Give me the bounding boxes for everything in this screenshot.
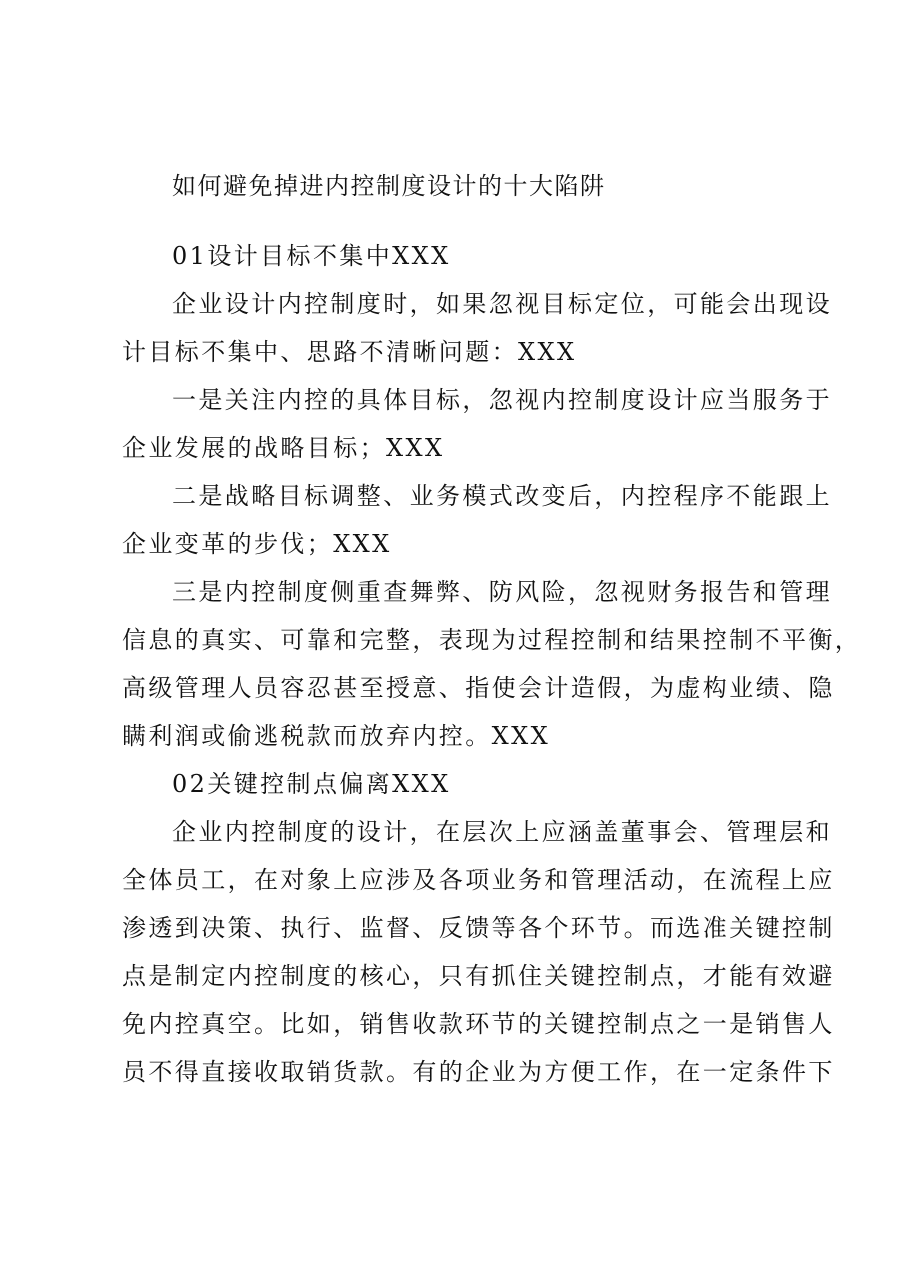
document-title: 如何避免掉进内控制度设计的十大陷阱 xyxy=(172,172,606,200)
section-heading-01: 01设计目标不集中XXX xyxy=(172,242,451,270)
paragraph-line: 瞒利润或偷逃税款而放弃内控。XXX xyxy=(122,722,551,750)
paragraph-line: 渗透到决策、执行、监督、反馈等各个环节。而选准关键控制 xyxy=(122,914,835,942)
paragraph-line: 点是制定内控制度的核心，只有抓住关键控制点，才能有效避 xyxy=(122,962,835,990)
paragraph-line: 全体员工，在对象上应涉及各项业务和管理活动，在流程上应 xyxy=(122,866,835,894)
paragraph-line: 三是内控制度侧重查舞弊、防风险，忽视财务报告和管理 xyxy=(172,578,832,606)
paragraph-line: 免内控真空。比如，销售收款环节的关键控制点之一是销售人 xyxy=(122,1010,835,1038)
paragraph-line: 企业变革的步伐；XXX xyxy=(122,530,392,558)
paragraph-line: 员不得直接收取销货款。有的企业为方便工作，在一定条件下 xyxy=(122,1058,835,1086)
paragraph-line: 一是关注内控的具体目标，忽视内控制度设计应当服务于 xyxy=(172,386,832,414)
paragraph-line: 企业发展的战略目标；XXX xyxy=(122,434,445,462)
paragraph-line: 高级管理人员容忍甚至授意、指使会计造假，为虚构业绩、隐 xyxy=(122,674,835,702)
paragraph-line: 计目标不集中、思路不清晰问题：XXX xyxy=(122,338,577,366)
paragraph-line: 二是战略目标调整、业务模式改变后，内控程序不能跟上 xyxy=(172,482,832,510)
paragraph-line: 信息的真实、可靠和完整，表现为过程控制和结果控制不平衡， xyxy=(122,626,862,654)
paragraph-line: 企业设计内控制度时，如果忽视目标定位，可能会出现设 xyxy=(172,290,832,318)
section-heading-02: 02关键控制点偏离XXX xyxy=(172,770,451,798)
paragraph-line: 企业内控制度的设计，在层次上应涵盖董事会、管理层和 xyxy=(172,818,832,846)
